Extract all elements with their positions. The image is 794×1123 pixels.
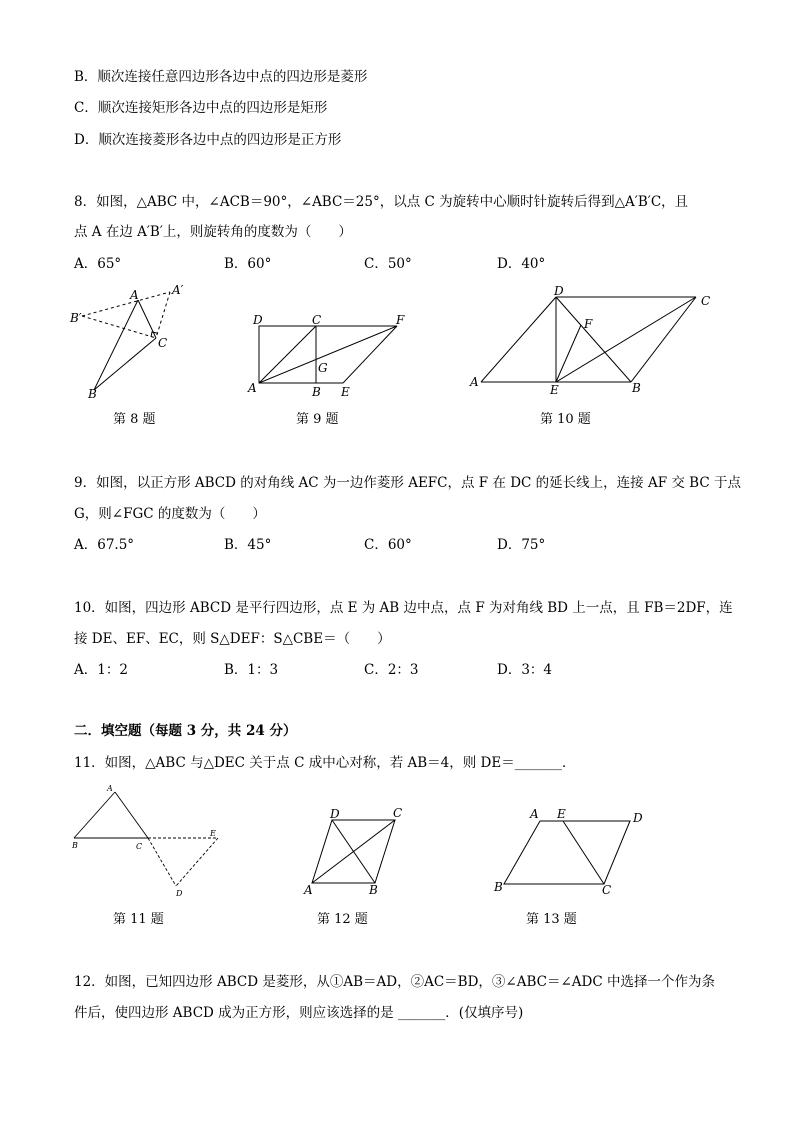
- fig8-side-cb: [94, 338, 156, 390]
- q8-option-d: D．40°: [497, 256, 546, 272]
- fig13-parallelogram-abcd: [504, 821, 630, 884]
- fig8-side-ba: [94, 300, 138, 390]
- fig9-segment-af: [259, 326, 397, 383]
- fig11-side-ed: [176, 838, 218, 886]
- q8-option-a: A．65°: [74, 256, 122, 272]
- fig8-label-a-prime: A′: [172, 283, 184, 297]
- q8-option-c: C．50°: [364, 256, 412, 272]
- fig10-segment-ef: [556, 325, 581, 382]
- fig8-label-c: C: [158, 336, 168, 350]
- fig10-label-e: E: [550, 383, 559, 397]
- fig8-side-b1c: [82, 316, 156, 338]
- fig11-label-d: D: [176, 889, 183, 898]
- fig9-label-f: F: [396, 313, 405, 327]
- fig11-side-ba: [74, 792, 115, 838]
- fig10-diagonal-db: [556, 297, 631, 382]
- q9-option-c: C．60°: [364, 537, 412, 553]
- fig12-label-b: B: [369, 883, 378, 897]
- q10-stem-line2: 接 DE、EF、EC，则 S△DEF：S△CBE＝（ ）: [74, 631, 391, 647]
- fig10-label-c: C: [701, 294, 711, 308]
- fig10-side-ad: [481, 297, 556, 382]
- fig11-label-e: E: [210, 829, 216, 838]
- figure-9: [245, 308, 415, 398]
- q7-option-b: B．顺次连接任意四边形各边中点的四边形是菱形: [74, 69, 368, 85]
- q10-option-a: A．1：2: [74, 662, 128, 678]
- figure-8: [60, 280, 190, 400]
- q10-stem-line1: 10．如图，四边形 ABCD 是平行四边形，点 E 为 AB 边中点，点 F 为对角线 BD 上一点，且 FB＝2DF，连: [74, 600, 733, 616]
- caption-fig12: 第 12 题: [317, 912, 368, 927]
- q7-option-d: D．顺次连接菱形各边中点的四边形是正方形: [74, 132, 342, 148]
- fig9-label-a: A: [248, 381, 257, 395]
- fig12-diagonal-ac: [312, 820, 395, 883]
- fig12-label-a: A: [304, 883, 313, 897]
- caption-fig8: 第 8 题: [113, 412, 156, 427]
- figure-12: [300, 800, 410, 895]
- q8-stem-line1: 8．如图，△ABC 中，∠ACB＝90°，∠ABC＝25°，以点 C 为旋转中心顺时针旋转后得到△A′B′C，且: [74, 194, 689, 210]
- fig13-label-d: D: [633, 811, 643, 825]
- section-2-title: 二．填空题（每题 3 分，共 24 分）: [74, 723, 297, 739]
- fig8-label-a: A: [130, 288, 139, 302]
- fig12-label-c: C: [393, 806, 403, 820]
- fig9-label-c: C: [312, 313, 322, 327]
- fig10-side-cb: [631, 297, 696, 382]
- fig9-label-e: E: [341, 385, 350, 399]
- fig9-label-b: B: [312, 385, 321, 399]
- q8-stem-line2: 点 A 在边 A′B′上，则旋转角的度数为（ ）: [74, 224, 352, 240]
- figure-10: [466, 284, 726, 399]
- caption-fig13: 第 13 题: [526, 912, 577, 927]
- fig9-label-g: G: [318, 361, 328, 375]
- q10-option-d: D．3：4: [497, 662, 553, 678]
- fig9-label-d: D: [253, 313, 263, 327]
- q9-option-a: A．67.5°: [74, 537, 135, 553]
- fig8-label-b-prime: B′: [70, 311, 82, 325]
- fig11-label-b: B: [72, 841, 78, 850]
- fig13-segment-ec: [563, 821, 604, 884]
- fig13-label-c: C: [602, 883, 612, 897]
- fig10-label-d: D: [554, 284, 564, 298]
- fig10-label-a: A: [470, 375, 479, 389]
- q9-option-d: D．75°: [497, 537, 546, 553]
- fig13-label-b: B: [494, 880, 503, 894]
- fig9-side-fe: [343, 326, 397, 383]
- fig12-label-d: D: [330, 807, 340, 821]
- fig11-side-ac: [115, 792, 148, 838]
- q10-option-c: C．2：3: [364, 662, 419, 678]
- q7-option-c: C．顺次连接矩形各边中点的四边形是矩形: [74, 100, 328, 116]
- fig8-side-b1a1: [82, 292, 170, 316]
- fig8-label-b: B: [88, 387, 97, 401]
- caption-fig9: 第 9 题: [296, 412, 339, 427]
- fig10-segment-ec: [556, 297, 696, 382]
- fig11-label-a: A: [107, 784, 113, 793]
- fig10-label-f: F: [584, 317, 593, 331]
- fig13-label-a: A: [530, 807, 539, 821]
- q12-stem-line1: 12．如图，已知四边形 ABCD 是菱形，从①AB＝AD，②AC＝BD，③∠ABC＝∠ADC 中选择一个作为条: [74, 974, 715, 990]
- fig9-diagonal-ac: [259, 326, 316, 383]
- fig10-label-b: B: [632, 381, 641, 395]
- q11-stem-line1: 11．如图，△ABC 与△DEC 关于点 C 成中心对称，若 AB＝4，则 DE＝_______．: [74, 755, 576, 771]
- q9-stem-line2: G，则∠FGC 的度数为（ ）: [74, 506, 266, 522]
- q9-option-b: B．45°: [224, 537, 272, 553]
- fig13-label-e: E: [557, 807, 566, 821]
- fig11-label-c: C: [136, 842, 143, 851]
- figure-11: [70, 782, 230, 898]
- q10-option-b: B．1：3: [224, 662, 279, 678]
- caption-fig11: 第 11 题: [113, 912, 164, 927]
- fig8-side-a1c: [156, 292, 170, 338]
- fig11-side-cd: [148, 838, 176, 886]
- figure-13: [488, 800, 648, 895]
- q9-stem-line1: 9．如图，以正方形 ABCD 的对角线 AC 为一边作菱形 AEFC，点 F 在 DC 的延长线上，连接 AF 交 BC 于点: [74, 475, 741, 491]
- q8-option-b: B．60°: [224, 256, 272, 272]
- caption-fig10: 第 10 题: [540, 412, 591, 427]
- q12-stem-line2: 件后，使四边形 ABCD 成为正方形，则应该选择的是 _______．(仅填序号): [74, 1005, 524, 1021]
